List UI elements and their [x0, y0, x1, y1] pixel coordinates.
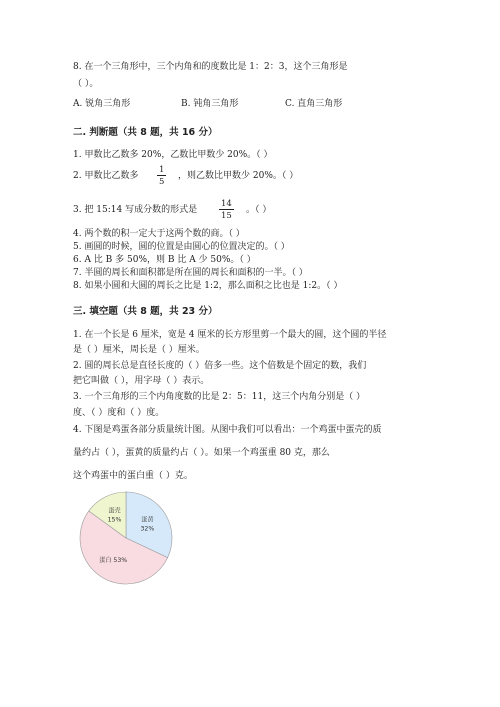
pie-label-蛋黄: 蛋黄: [141, 516, 154, 524]
judge-q4: 4. 两个数的积一定大于这两个数的商。（ ）: [73, 229, 245, 239]
judge-q5: 5. 画圆的时候，圆的位置是由圆心的位置决定的。（ ）: [73, 242, 290, 252]
judge-q2-fraction: [157, 166, 166, 186]
mc-q8-option-a: A. 锐角三角形: [73, 99, 131, 109]
egg-composition-pie-chart: [76, 488, 176, 588]
judge-q3-after: 。（ ）: [246, 205, 272, 215]
judge-q8: 8. 如果小圆和大圆的周长之比是 1:2，那么面积之比也是 1:2。（ ）: [73, 281, 343, 291]
fill-q1-line1: 1. 在一个长是 6 厘米，宽是 4 厘米的长方形里剪一个最大的圆，这个圆的半径: [73, 330, 387, 340]
fill-q3-line2: 度、（ ）度和（ ）度。: [73, 408, 165, 418]
mc-q8-text: 8. 在一个三角形中，三个内角和的度数比是 1：2：3，这个三角形是: [73, 62, 348, 72]
pie-value-蛋黄: 32%: [140, 525, 155, 533]
judge-q7: 7. 半圆的周长和面积都是所在圆的周长和面积的一半。（ ）: [73, 268, 308, 278]
pie-label-蛋白: 蛋白 53%: [99, 556, 128, 564]
fraction-numerator: 14: [221, 199, 232, 209]
fill-q2-line1: 2. 圆的周长总是直径长度的（ ）倍多一些。这个倍数是个固定的数，我们: [73, 361, 367, 371]
judge-q2-after: ，则乙数比甲数少 20%。（ ）: [178, 171, 299, 181]
pie-value-蛋壳: 15%: [107, 516, 122, 524]
pie-label-蛋壳: 蛋壳: [108, 507, 121, 515]
judge-q6: 6. A 比 B 多 50%，则 B 比 A 少 50%。（ ）: [73, 255, 256, 265]
fraction-numerator: 1: [159, 165, 165, 175]
judge-q2-before: 2. 甲数比乙数多: [73, 171, 139, 181]
fill-q3-line1: 3. 一个三角形的三个内角度数的比是 2：5：11，这三个内角分别是（ ）: [73, 392, 366, 402]
fill-q2-line2: 把它叫做（ ），用字母（ ）表示。: [73, 376, 210, 386]
fill-q4-line2: 量约占（ ），蛋黄的质量约占（ ）。如果一个鸡蛋重 80 克，那么: [73, 448, 330, 458]
mc-q8-blank: （ ）。: [73, 79, 99, 89]
fraction-denominator: 5: [159, 176, 165, 187]
judge-q1: 1. 甲数比乙数多 20%，乙数比甲数少 20%。（ ）: [73, 150, 273, 160]
section-judgement-title: 二. 判断题（共 8 题，共 16 分）: [73, 127, 218, 138]
section-fill-title: 三. 填空题（共 8 题，共 23 分）: [73, 306, 218, 317]
fill-q4-line3: 这个鸡蛋中的蛋白重（ ）克。: [73, 471, 193, 481]
judge-q3-fraction: [219, 200, 234, 220]
judge-q3-before: 3. 把 15:14 写成分数的形式是: [73, 205, 198, 215]
mc-q8-option-b: B. 钝角三角形: [181, 99, 239, 109]
mc-q8-option-c: C. 直角三角形: [285, 99, 343, 109]
fill-q4-line1: 4. 下图是鸡蛋各部分质量统计图。从图中我们可以看出：一个鸡蛋中蛋壳的质: [73, 425, 382, 435]
fill-q1-line2: 是（ ）厘米，周长是（ ）厘米。: [73, 345, 205, 355]
fraction-denominator: 15: [221, 210, 232, 221]
